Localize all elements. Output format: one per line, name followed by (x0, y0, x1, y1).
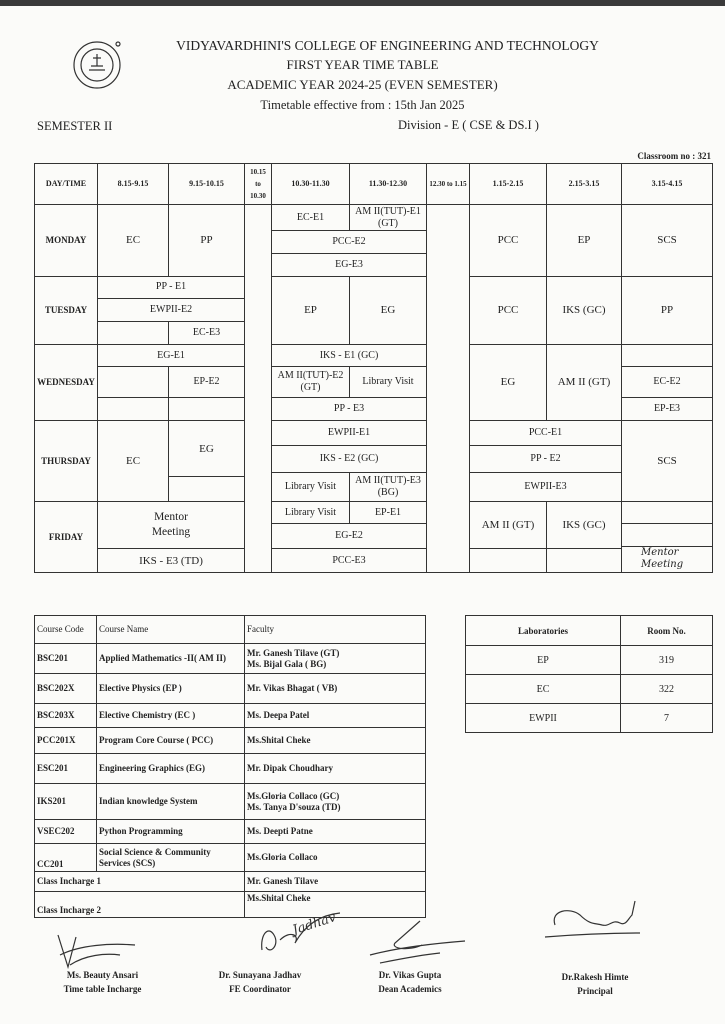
cell: EP-E3 (622, 398, 713, 421)
signatory-name: Dr.Rakesh Himte (561, 972, 629, 982)
course-name: Engineering Graphics (EG) (97, 754, 245, 784)
cell: PCC-E1 (470, 421, 622, 446)
division-label: Division - E ( CSE & DS.I ) (398, 118, 539, 132)
lab-name: EC (466, 675, 621, 704)
cell (169, 476, 245, 501)
signatory-role: Time table Incharge (63, 984, 142, 994)
course-name: Elective Physics (EP ) (97, 674, 245, 704)
course-name: Indian knowledge System (97, 784, 245, 820)
cell (622, 501, 713, 524)
faculty-name: Mr. Vikas Bhagat ( VB) (245, 674, 426, 704)
signatory-name: Dr. Sunayana Jadhav (218, 970, 302, 980)
top-border (0, 0, 725, 6)
course-code-header: Course Code (35, 616, 97, 644)
faculty-name: Ms.Gloria Collaco (245, 844, 426, 872)
lab-room: 7 (621, 704, 713, 733)
day-friday: FRIDAY (35, 501, 98, 572)
header-slot-5: 1.15-2.15 (470, 164, 547, 205)
cell (622, 344, 713, 367)
signature-text: Jadhav (290, 910, 338, 939)
cell: Library Visit (272, 501, 350, 524)
course-name: Social Science & Community Services (SCS) (97, 844, 245, 872)
class-incharge-name: Mr. Ganesh Tilave (245, 872, 426, 892)
cell: PCC-E2 (272, 231, 427, 254)
signature-block (40, 968, 165, 996)
cell: PCC (470, 205, 547, 276)
signature-scribble-icon (360, 915, 470, 975)
cell: PP (622, 276, 713, 344)
cell: Library Visit (350, 367, 427, 398)
signatory-role: Dean Academics (378, 984, 442, 994)
course-code: PCC201X (35, 728, 97, 754)
room-header: Room No. (621, 616, 713, 646)
day-tuesday: TUESDAY (35, 276, 98, 344)
signature-block (195, 968, 325, 996)
cell: EC (98, 421, 169, 502)
cell: EP (547, 205, 622, 276)
cell: EG-E3 (272, 253, 427, 276)
cell: SCS (622, 421, 713, 502)
cell: PCC-E3 (272, 549, 427, 573)
timetable-grid (34, 163, 713, 573)
cell: EC (98, 205, 169, 276)
lunch-break-column (427, 205, 470, 573)
header-slot-4: 11.30-12.30 (350, 164, 427, 205)
faculty-cell (245, 644, 426, 674)
header-slot-1: 8.15-9.15 (98, 164, 169, 205)
cell (547, 549, 622, 573)
cell: PP - E2 (470, 445, 622, 472)
cell: AM II (GT) (547, 344, 622, 420)
cell: EWPII-E1 (272, 421, 427, 446)
cell: Library Visit (272, 472, 350, 501)
cell: EG (470, 344, 547, 420)
signature-scribble-icon (250, 905, 350, 965)
cell: EC-E3 (169, 322, 245, 345)
class-incharge-label: Class Incharge 1 (35, 872, 245, 892)
cell (622, 524, 713, 547)
cell: EP-E1 (350, 501, 427, 524)
cell: IKS - E1 (GC) (272, 344, 427, 367)
cell (470, 549, 547, 573)
cell: SCS (622, 205, 713, 276)
cell: EP-E2 (169, 367, 245, 398)
cell: EP (272, 276, 350, 344)
course-code: IKS201 (35, 784, 97, 820)
laboratories-header: Laboratories (466, 616, 621, 646)
cell: EG-E2 (272, 524, 427, 549)
course-code: VSEC202 (35, 820, 97, 844)
day-monday: MONDAY (35, 205, 98, 276)
faculty-name: Ms. Tanya D'souza (TD) (247, 801, 341, 812)
course-code: BSC201 (35, 644, 97, 674)
signature-block (535, 970, 655, 998)
cell: EC-E2 (622, 367, 713, 398)
faculty-name: Ms. Deepti Patne (245, 820, 426, 844)
faculty-name: Mr. Ganesh Tilave (GT) (247, 647, 340, 658)
course-name: Program Core Course ( PCC) (97, 728, 245, 754)
cell: AM II(TUT)-E1 (GT) (350, 205, 427, 231)
cell (98, 398, 169, 421)
header-day-time: DAY/TIME (35, 164, 98, 205)
faculty-name: Ms.Gloria Collaco (GC) (247, 790, 340, 801)
classroom-number: Classroom no : 321 (637, 151, 711, 161)
college-name: VIDYAVARDHINI'S COLLEGE OF ENGINEERING AND TECHNOLOGY (176, 38, 599, 53)
timetable-title: FIRST YEAR TIME TABLE (286, 57, 439, 72)
laboratories-table (465, 615, 713, 733)
lab-room: 319 (621, 646, 713, 675)
header-slot-6: 2.15-3.15 (547, 164, 622, 205)
header-slot-7: 3.15-4.15 (622, 164, 713, 205)
lab-name: EWPII (466, 704, 621, 733)
cell: EG (350, 276, 427, 344)
course-name: Python Programming (97, 820, 245, 844)
cell (622, 547, 713, 573)
day-wednesday: WEDNESDAY (35, 344, 98, 420)
signatory-role: FE Coordinator (229, 984, 291, 994)
header-slot-3: 10.30-11.30 (272, 164, 350, 205)
cell: EG-E1 (98, 344, 245, 367)
course-name-header: Course Name (97, 616, 245, 644)
lab-name: EP (466, 646, 621, 675)
course-code: BSC203X (35, 704, 97, 728)
cell: EG (169, 421, 245, 477)
signatory-name: Dr. Vikas Gupta (378, 970, 442, 980)
course-name: Applied Mathematics -II( AM II) (97, 644, 245, 674)
cell: EC-E1 (272, 205, 350, 231)
day-thursday: THURSDAY (35, 421, 98, 502)
short-break-column (245, 205, 272, 573)
cell: EWPII-E2 (98, 299, 245, 322)
cell: AM II(TUT)-E2 (GT) (272, 367, 350, 398)
course-code: BSC202X (35, 674, 97, 704)
lab-room: 322 (621, 675, 713, 704)
faculty-cell (245, 784, 426, 820)
cell: IKS (GC) (547, 276, 622, 344)
cell: IKS - E3 (TD) (98, 549, 245, 573)
course-table (34, 615, 426, 918)
faculty-name: Ms. Deepa Patel (245, 704, 426, 728)
cell: PP - E3 (272, 398, 427, 421)
cell (98, 322, 169, 345)
faculty-name: Ms.Shital Cheke (245, 728, 426, 754)
cell: AM II (GT) (470, 501, 547, 549)
academic-year: ACADEMIC YEAR 2024-25 (EVEN SEMESTER) (227, 77, 498, 92)
cell: PCC (470, 276, 547, 344)
semester-label: SEMESTER II (37, 119, 113, 133)
effective-date: Timetable effective from : 15th Jan 2025 (260, 98, 465, 112)
course-code: ESC201 (35, 754, 97, 784)
cell (98, 367, 169, 398)
signatory-name: Ms. Beauty Ansari (66, 970, 139, 980)
faculty-name: Mr. Dipak Choudhary (245, 754, 426, 784)
cell: IKS (GC) (547, 501, 622, 549)
mentor-meeting-text: Mentor Meeting (151, 510, 191, 538)
cell: EWPII-E3 (470, 472, 622, 501)
cell: PP - E1 (98, 276, 245, 299)
header-lunch-break: 12.30 to 1.15 (427, 164, 470, 205)
signature-block (355, 968, 465, 996)
faculty-name: Ms. Bijal Gala ( BG) (247, 658, 327, 669)
course-code: CC201 (35, 844, 97, 872)
signature-scribble-icon (540, 895, 650, 955)
header-slot-2: 9.15-10.15 (169, 164, 245, 205)
cell: AM II(TUT)-E3 (BG) (350, 472, 427, 501)
handwritten-note: Mentor Meeting (641, 547, 684, 571)
header-short-break: 10.15 to 10.30 (245, 164, 272, 205)
cell (169, 398, 245, 421)
cell (98, 501, 245, 549)
signatory-role: Principal (577, 986, 613, 996)
cell: IKS - E2 (GC) (272, 445, 427, 472)
class-incharge-name: Ms.Shital Cheke (245, 892, 426, 918)
faculty-header: Faculty (245, 616, 426, 644)
class-incharge-label: Class Incharge 2 (35, 892, 245, 918)
cell: PP (169, 205, 245, 276)
course-name: Elective Chemistry (EC ) (97, 704, 245, 728)
